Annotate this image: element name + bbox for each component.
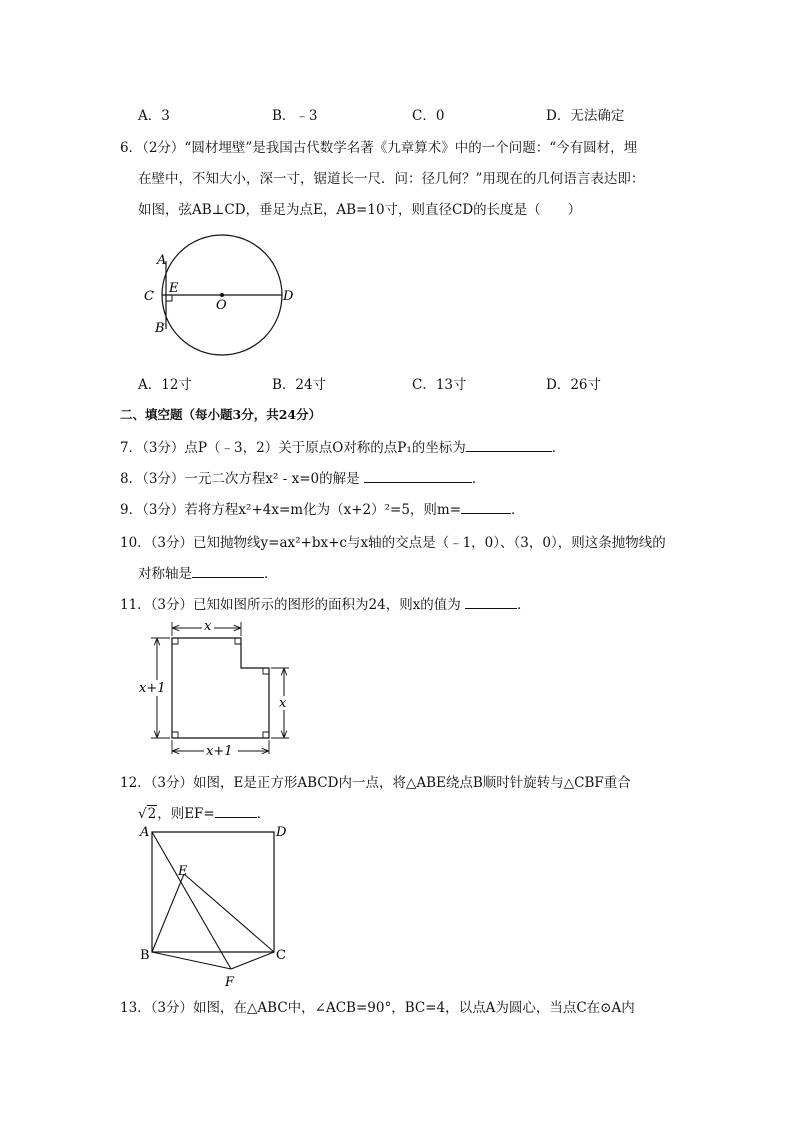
q6-option-c: C．13寸: [412, 377, 467, 393]
q8-answer-blank[interactable]: [364, 470, 472, 483]
q9-answer-blank[interactable]: [461, 501, 511, 514]
label-b: B: [140, 948, 150, 963]
center-point: [220, 293, 224, 297]
q10-line-2: 对称轴是 ．: [138, 566, 278, 582]
q10-line-1: 10．（3分）已知抛物线y=ax²+bx+c与x轴的交点是（﹣1，0）、（3，0），则这条抛物线的: [120, 535, 666, 551]
label-d: D: [276, 825, 287, 840]
q6-circle-figure: [138, 228, 308, 363]
corner-mark-tl: [172, 638, 178, 644]
label-e: E: [169, 281, 179, 296]
q12-line-1: 12．（3分）如图，E是正方形ABCD内一点，将△ABE绕点B顺时针旋转与△CBF重合: [120, 775, 631, 791]
q12-sqrt-symbol: √: [138, 806, 147, 822]
label-e: E: [178, 864, 188, 879]
segment-ae-extended: [152, 832, 231, 969]
label-left-x-plus-1: x+1: [139, 681, 166, 696]
label-c: C: [144, 289, 154, 304]
q13-line: 13．（3分）如图，在△ABC中，∠ACB=90°，BC=4，以点A为圆心，当点C在⊙A内: [120, 1000, 635, 1016]
label-f: F: [225, 975, 235, 990]
label-d: D: [283, 289, 294, 304]
q12-answer-blank[interactable]: [215, 805, 257, 818]
q6-option-b: B．24寸: [272, 377, 327, 393]
q8-line: 8．（3分）一元二次方程x² - x=0的解是 ．: [120, 471, 486, 487]
q10-text-2: 对称轴是: [138, 566, 192, 582]
q12-sqrt-value: 2: [147, 806, 157, 822]
q5-option-b: B．﹣3: [272, 108, 318, 124]
label-c: C: [276, 948, 286, 963]
corner-mark-bl: [172, 732, 178, 738]
corner-mark-tr: [235, 638, 241, 644]
q9-line: 9．（3分）若将方程x²+4x=m化为（x+2）²=5，则m= ．: [120, 502, 525, 518]
q12-line-2: √2，则EF= ．: [138, 806, 271, 822]
segment-be: [152, 874, 184, 952]
segment-bf: [152, 952, 231, 969]
q12-text-2: ，则EF=: [157, 806, 215, 822]
q8-text: 8．（3分）一元二次方程x² - x=0的解是: [120, 471, 360, 487]
q7-text: 7．（3分）点P（﹣3，2）关于原点O对称的点P₁的坐标为: [120, 440, 466, 456]
q10-answer-blank[interactable]: [192, 565, 264, 578]
q6-line-2: 在壁中，不知大小，深一寸，锯道长一尺．问：径几何？”用现在的几何语言表达即：: [138, 171, 645, 187]
q5-option-c: C．0: [412, 108, 445, 124]
l-shape: [172, 638, 269, 738]
q11-text: 11．（3分）已知如图所示的图形的面积为24，则x的值为: [120, 597, 461, 613]
q11-line: 11．（3分）已知如图所示的图形的面积为24，则x的值为 ．: [120, 597, 531, 613]
q6-line-1: 6．（2分）“圆材埋壁”是我国古代数学名著《九章算术》中的一个问题：“今有圆材，埋: [120, 140, 638, 156]
corner-mark-r: [263, 668, 269, 674]
segment-cf: [231, 952, 274, 969]
label-a: A: [157, 253, 167, 268]
q6-line-3: 如图，弦AB⊥CD，垂足为点E，AB=10寸，则直径CD的长度是（ ）: [138, 202, 582, 218]
square-abcd: [152, 832, 274, 952]
segment-ec: [184, 874, 274, 952]
q6-option-d: D．26寸: [546, 377, 602, 393]
corner-mark-br: [263, 732, 269, 738]
q9-text: 9．（3分）若将方程x²+4x=m化为（x+2）²=5，则m=: [120, 502, 462, 518]
q11-shape-figure: [136, 612, 306, 762]
q7-line: 7．（3分）点P（﹣3，2）关于原点O对称的点P₁的坐标为 ．: [120, 440, 566, 456]
label-o: O: [216, 298, 227, 313]
label-a: A: [140, 825, 150, 840]
label-b: B: [155, 321, 165, 336]
label-right-x: x: [279, 696, 287, 711]
q5-option-d: D．无法确定: [546, 108, 625, 124]
q6-option-a: A．12寸: [138, 377, 192, 393]
q12-square-figure: [136, 822, 296, 992]
label-bottom-x-plus-1: x+1: [206, 744, 233, 759]
label-top-x: x: [204, 619, 212, 634]
q11-answer-blank[interactable]: [465, 596, 517, 609]
q7-answer-blank[interactable]: [466, 439, 552, 452]
q5-option-a: A．3: [138, 108, 170, 124]
section-2-heading: 二、填空题（每小题3分，共24分）: [120, 407, 322, 422]
